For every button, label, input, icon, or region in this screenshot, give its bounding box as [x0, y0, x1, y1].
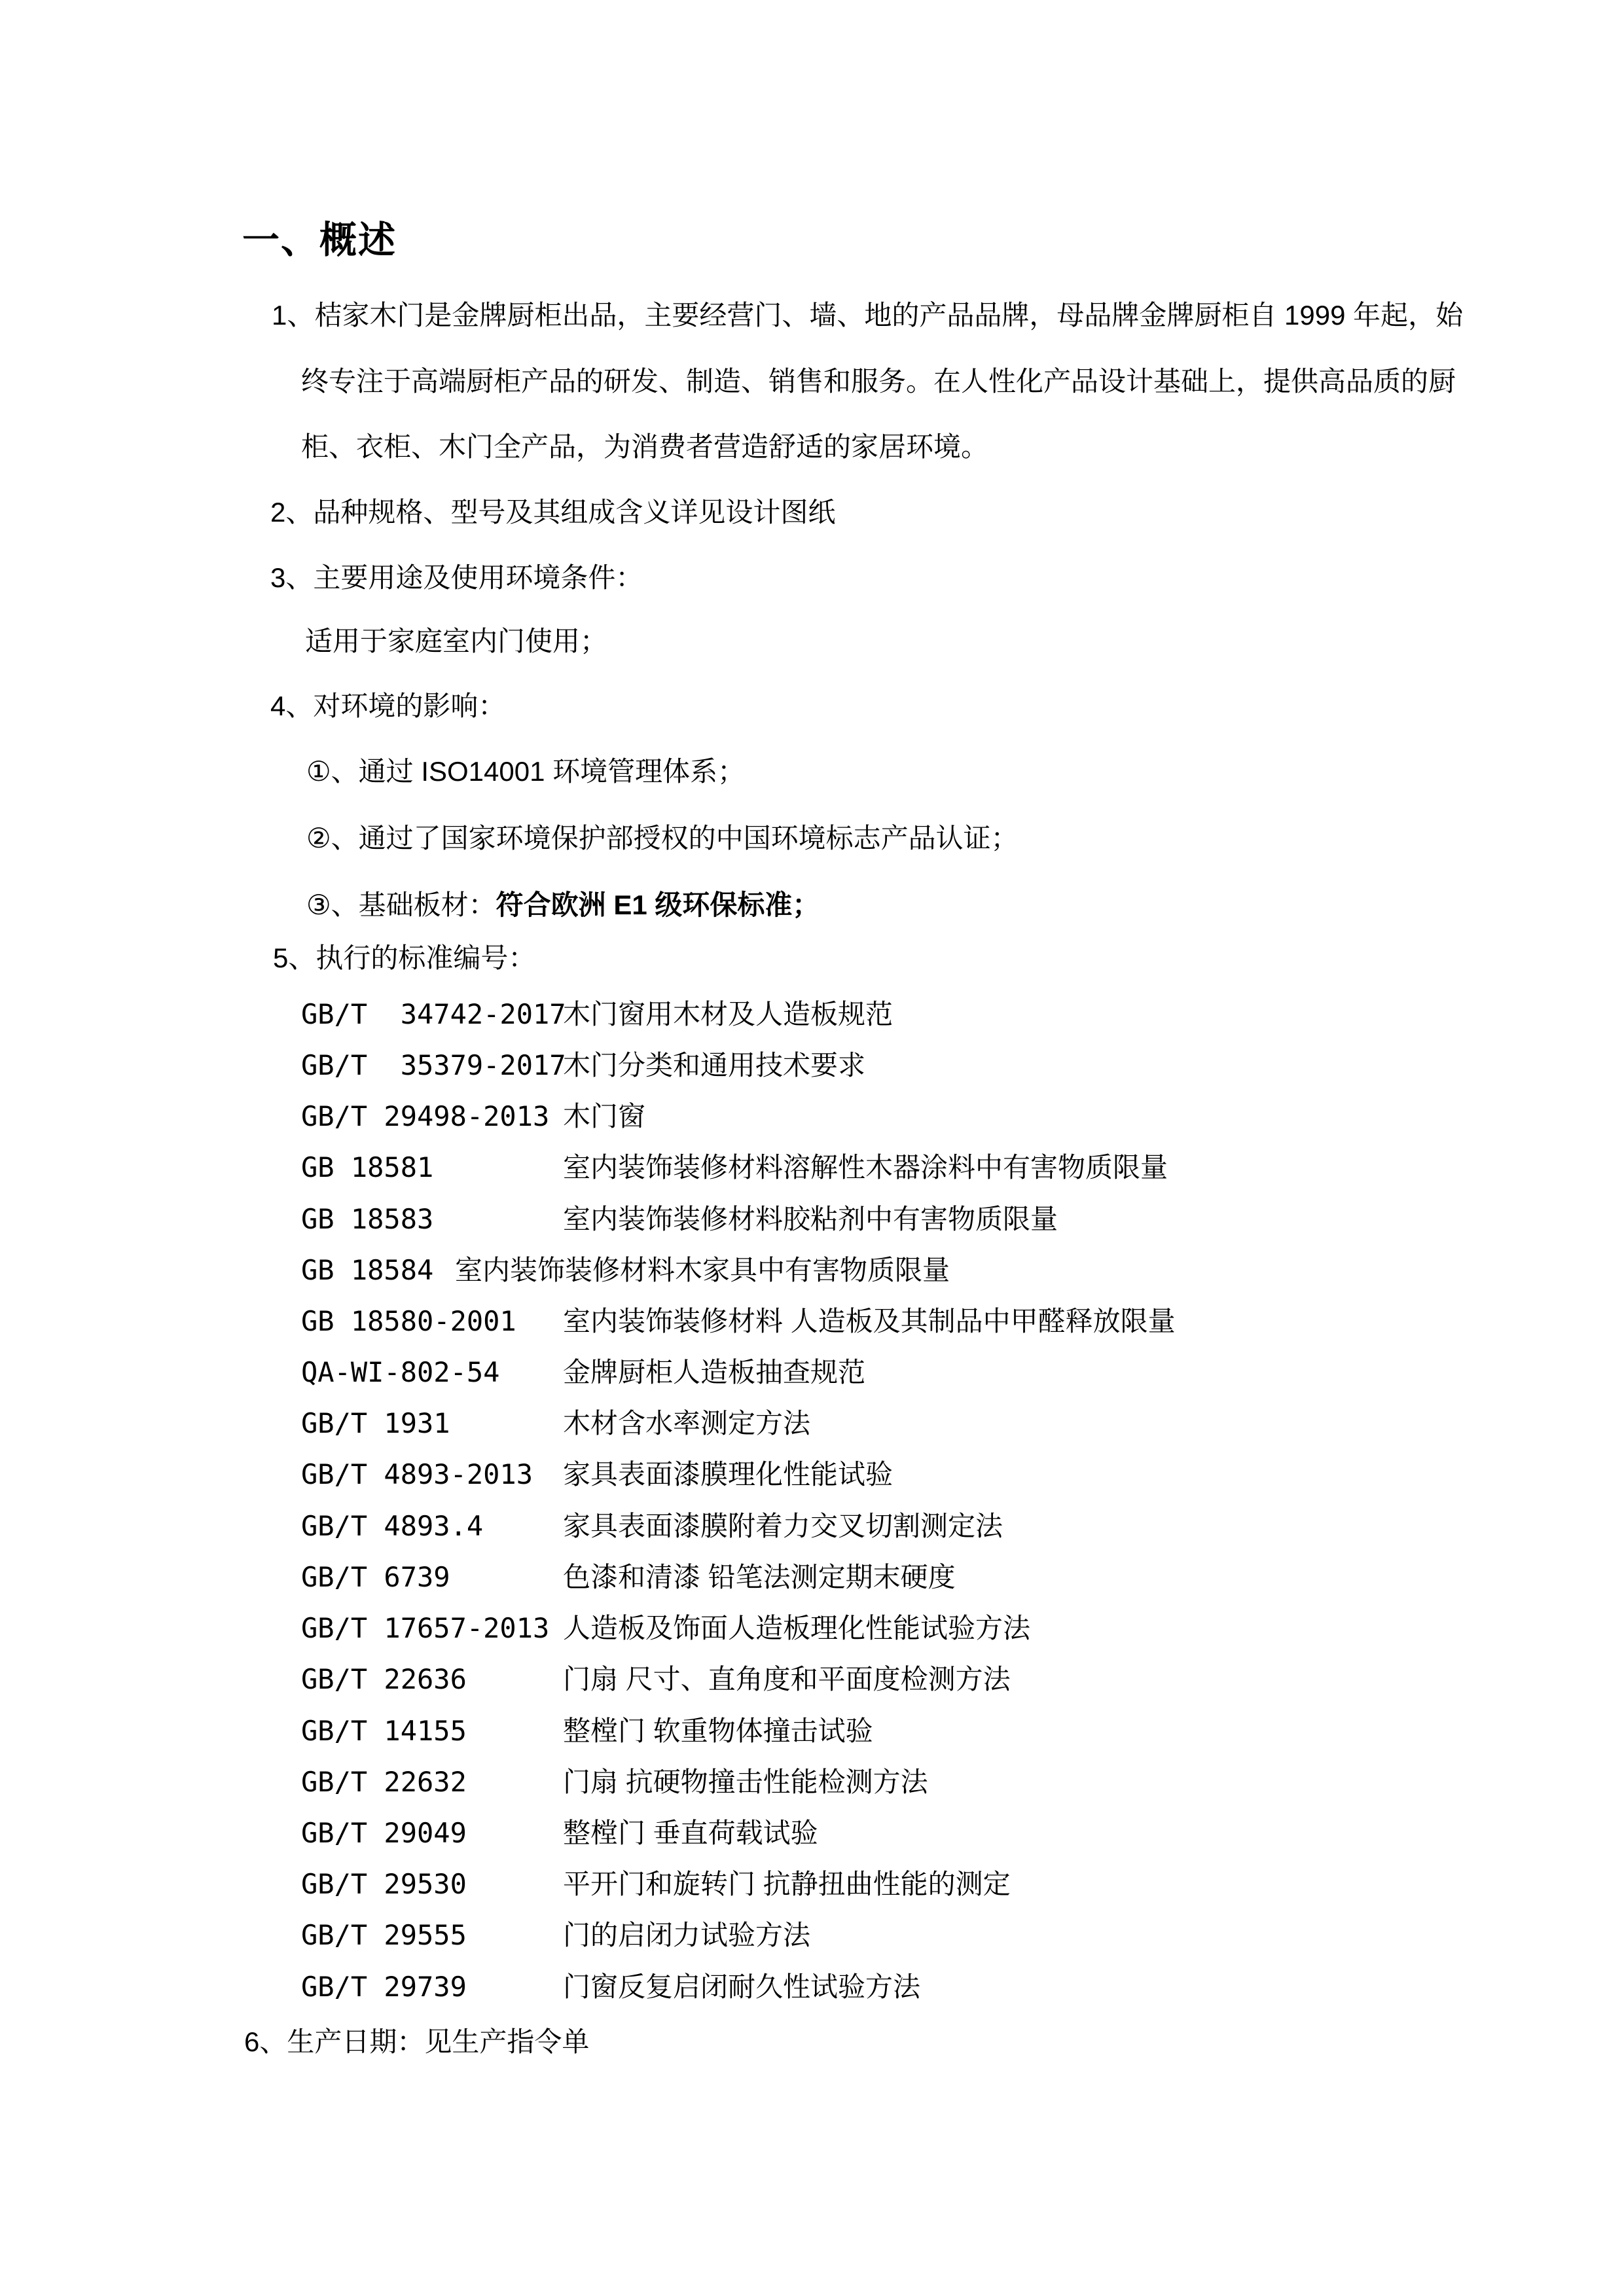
standard-code: GB/T 29530	[301, 1868, 467, 1900]
standard-title: 色漆和清漆 铅笔法测定期末硬度	[563, 1562, 956, 1592]
standard-row	[301, 1816, 818, 1852]
standard-title: 木门窗	[563, 1101, 646, 1132]
standard-row	[301, 1202, 1058, 1238]
standard-title: 人造板及饰面人造板理化性能试验方法	[563, 1613, 1031, 1643]
standard-row	[301, 1406, 810, 1442]
standard-title: 室内装饰装修材料溶解性木器涂料中有害物质限量	[563, 1152, 1168, 1183]
standard-code: QA-WI-802-54	[301, 1356, 500, 1388]
standard-code: GB/T 34742-2017	[301, 998, 566, 1030]
standard-title: 木材含水率测定方法	[563, 1408, 811, 1439]
standard-code: GB/T 29498-2013	[301, 1100, 550, 1132]
standard-code: GB 18584	[301, 1254, 434, 1286]
standard-title: 门扇 抗硬物撞击性能检测方法	[563, 1767, 928, 1797]
standard-row	[301, 1253, 950, 1289]
standard-row	[301, 1560, 956, 1596]
list-item-2: 2、品种规格、型号及其组成含义详见设计图纸	[270, 497, 836, 528]
standard-title: 整樘门 垂直荷载试验	[563, 1818, 818, 1848]
standard-title: 门的启闭力试验方法	[563, 1920, 811, 1950]
standard-code: GB/T 1931	[301, 1407, 450, 1439]
standard-code: GB/T 29049	[301, 1817, 467, 1849]
standard-row	[301, 1304, 1176, 1340]
standard-row	[301, 1457, 893, 1493]
list-item-4-sub-2: ②、通过了国家环境保护部授权的中国环境标志产品认证；	[306, 823, 1019, 853]
standard-title: 木门分类和通用技术要求	[563, 1050, 866, 1081]
standard-code: GB/T 6739	[301, 1561, 450, 1593]
standard-row	[301, 1509, 1003, 1545]
standard-row	[301, 1713, 873, 1749]
standard-title: 家具表面漆膜附着力交叉切割测定法	[563, 1511, 1003, 1541]
standard-code: GB/T 14155	[301, 1715, 467, 1747]
standard-title: 室内装饰装修材料木家具中有害物质限量	[455, 1255, 950, 1285]
standard-row	[301, 997, 893, 1033]
standard-title: 金牌厨柜人造板抽查规范	[563, 1357, 866, 1388]
paragraph-1-line-2: 终专注于高端厨柜产品的研发、制造、销售和服务。在人性化产品设计基础上，提供高品质的厨	[301, 366, 1456, 397]
list-item-3-sub: 适用于家庭室内门使用；	[305, 626, 608, 656]
list-item-6: 6、生产日期：见生产指令单	[244, 2026, 590, 2057]
standard-row	[301, 1150, 1168, 1186]
standard-code: GB 18583	[301, 1203, 434, 1235]
paragraph-1-line-1: 1、桔家木门是金牌厨柜出品，主要经营门、墙、地的产品品牌，母品牌金牌厨柜自 1999 年起，始	[272, 300, 1464, 331]
list-item-5: 5、执行的标准编号：	[273, 942, 536, 973]
standard-row	[301, 1099, 645, 1135]
standard-title: 整樘门 软重物体撞击试验	[563, 1715, 873, 1746]
standard-title: 门窗反复启闭耐久性试验方法	[563, 1971, 921, 2002]
standard-row	[301, 1969, 920, 2005]
standard-title: 家具表面漆膜理化性能试验	[563, 1459, 893, 1490]
standard-code: GB/T 22636	[301, 1663, 467, 1695]
standard-row	[301, 1048, 865, 1084]
standard-code: GB/T 22632	[301, 1766, 467, 1798]
standard-code: GB/T 29739	[301, 1971, 467, 2003]
standard-row	[301, 1355, 865, 1391]
list-item-4-sub-3-prefix: ③、基础板材：	[306, 889, 496, 920]
standard-code: GB/T 17657-2013	[301, 1612, 550, 1644]
list-item-4-sub-1: ①、通过 ISO14001 环境管理体系；	[306, 756, 746, 787]
standard-code: GB 18581	[301, 1151, 434, 1183]
paragraph-1-line-3: 柜、衣柜、木门全产品，为消费者营造舒适的家居环境。	[301, 431, 989, 462]
standard-code: GB/T 35379-2017	[301, 1049, 566, 1081]
list-item-4-sub-3	[306, 888, 820, 924]
list-item-3: 3、主要用途及使用环境条件：	[270, 562, 643, 593]
standard-row	[301, 1662, 1011, 1698]
standard-code: GB/T 29555	[301, 1919, 467, 1951]
standard-title: 木门窗用木材及人造板规范	[563, 999, 893, 1030]
standard-row	[301, 1611, 1030, 1647]
list-item-4-sub-3-bold-text: 符合欧洲 E1 级环保标准；	[496, 889, 820, 920]
standard-title: 室内装饰装修材料 人造板及其制品中甲醛释放限量	[563, 1306, 1176, 1336]
standard-code: GB 18580-2001	[301, 1305, 516, 1337]
standard-row	[301, 1867, 1011, 1903]
section-heading: 一、概述	[242, 219, 397, 261]
standard-row	[301, 1765, 928, 1801]
standard-row	[301, 1918, 810, 1954]
standard-title: 室内装饰装修材料胶粘剂中有害物质限量	[563, 1204, 1058, 1234]
list-item-4: 4、对环境的影响：	[270, 691, 506, 721]
standard-code: GB/T 4893.4	[301, 1510, 484, 1542]
standard-title: 平开门和旋转门 抗静扭曲性能的测定	[563, 1869, 1011, 1899]
standard-code: GB/T 4893-2013	[301, 1458, 533, 1490]
standard-title: 门扇 尺寸、直角度和平面度检测方法	[563, 1664, 1011, 1695]
